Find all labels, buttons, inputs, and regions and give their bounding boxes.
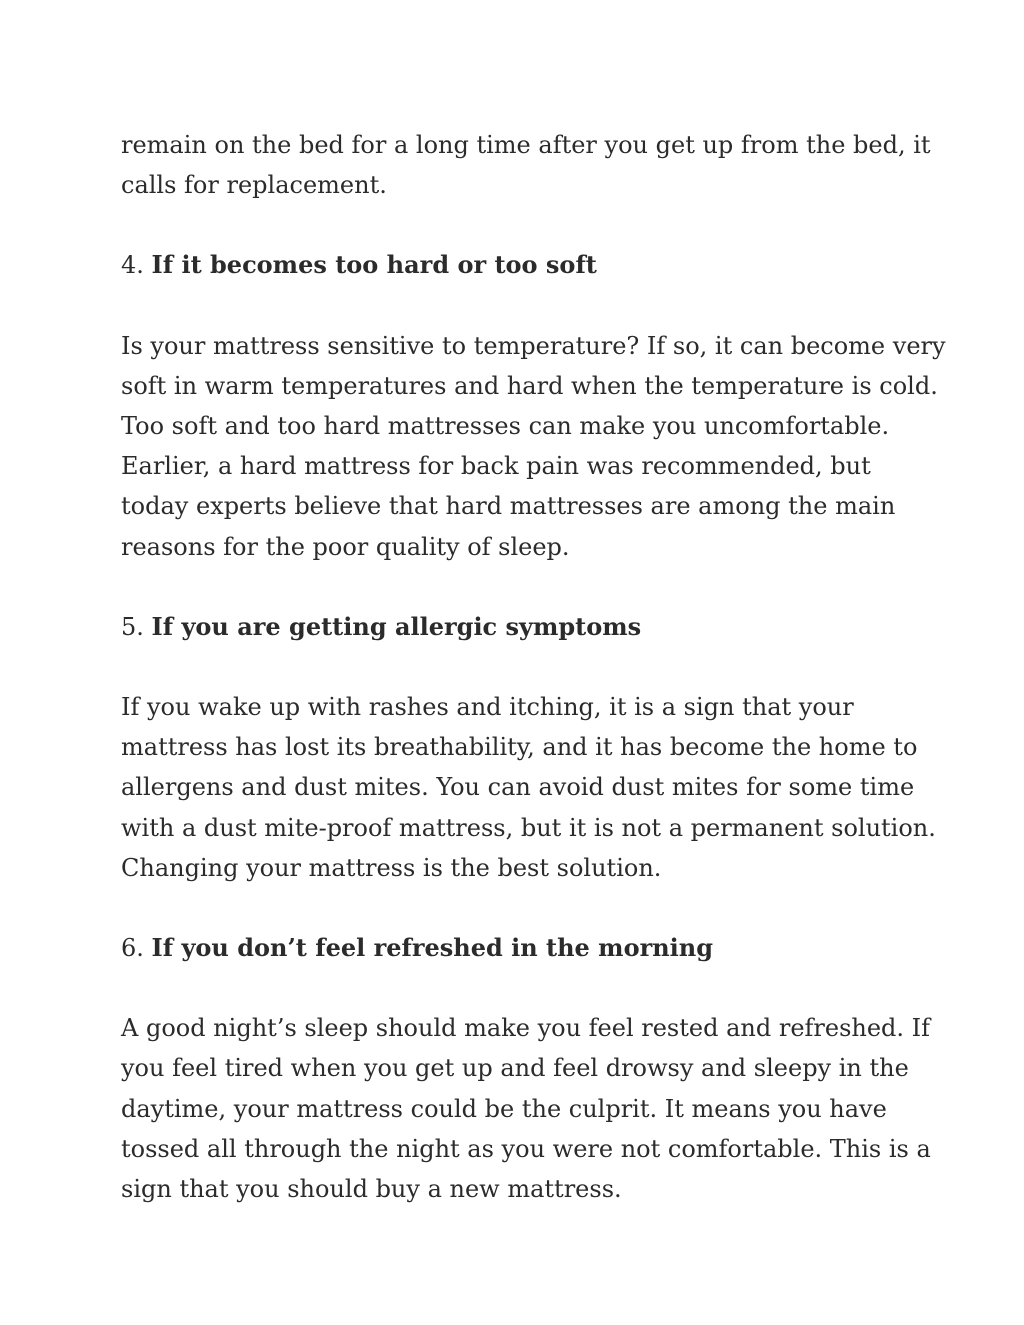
section-heading-5 [121,607,921,647]
text-line: remain on the bed for a long time after you get up from the bed, it [121,131,931,159]
section-title: If it becomes too hard or too soft [151,250,597,280]
section-body-5 [121,687,936,888]
section-number: 6. [121,934,144,963]
section-title: If you don’t feel refreshed in the morning [151,933,714,963]
text-line: allergens and dust mites. You can avoid dust mites for some time [121,773,915,802]
text-line: If you wake up with rashes and itching, it is a sign that your [121,693,854,722]
section-body-6 [121,1008,931,1209]
paragraph-gap [121,205,921,245]
text-line: soft in warm temperatures and hard when the temperature is cold. [121,371,938,400]
section-number: 5. [121,612,144,641]
text-line: calls for replacement. [121,171,387,200]
text-line: you feel tired when you get up and feel drowsy and sleepy in the [121,1054,909,1083]
paragraph-gap [121,567,921,607]
text-line: daytime, your mattress could be the culprit. It means you have [121,1094,887,1123]
section-heading-4 [121,245,921,285]
paragraph-gap [121,286,921,326]
section-number: 4. [121,251,144,280]
text-line: mattress has lost its breathability, and it has become the home to [121,733,918,762]
text-line: tossed all through the night as you were not comfortable. This is a [121,1134,931,1163]
text-line: Changing your mattress is the best solution. [121,853,662,882]
document-page [121,125,946,1209]
text-line: today experts believe that hard mattresses are among the main [121,492,896,521]
section-heading-6 [121,928,921,968]
text-line: A good night’s sleep should make you feel rested and refreshed. If [121,1014,931,1043]
text-line: with a dust mite-proof mattress, but it is not a permanent solution. [121,813,936,842]
paragraph-gap [121,647,921,687]
text-line: sign that you should buy a new mattress. [121,1175,622,1204]
text-line: Earlier, a hard mattress for back pain was recommended, but [121,452,871,481]
text-line: Too soft and too hard mattresses can make you uncomfortable. [121,412,890,441]
section-body-4 [121,326,946,567]
text-line: reasons for the poor quality of sleep. [121,532,570,561]
section-title: If you are getting allergic symptoms [151,611,642,641]
text-line: Is your mattress sensitive to temperature? If so, it can become very [121,331,946,360]
intro-paragraph [121,125,931,205]
paragraph-gap [121,888,921,928]
paragraph-gap [121,968,921,1008]
